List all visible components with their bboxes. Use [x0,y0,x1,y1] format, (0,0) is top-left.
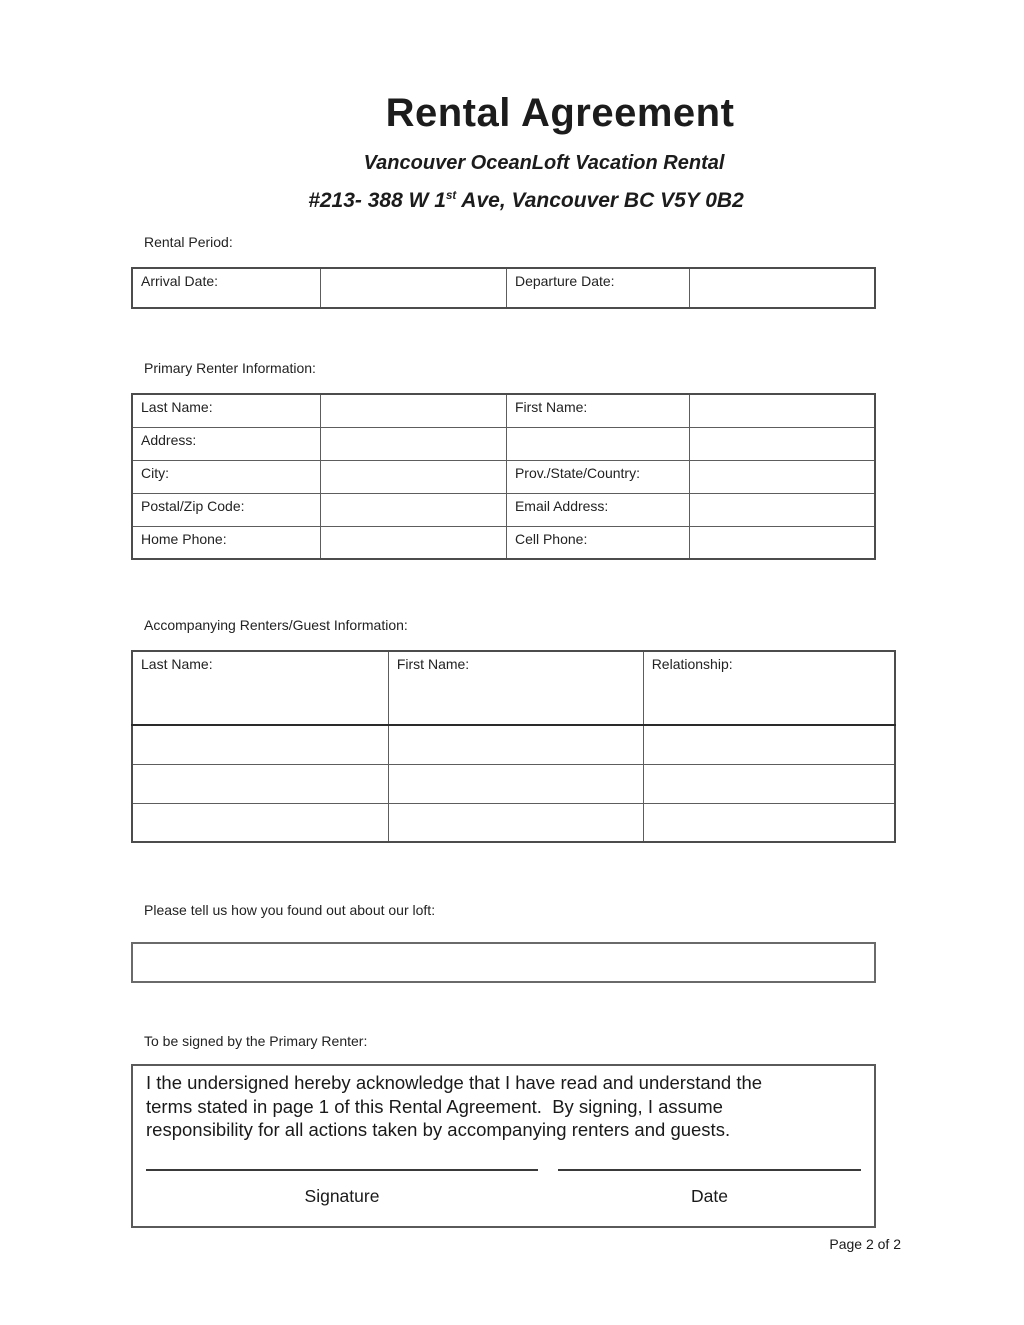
email-label: Email Address: [514,497,609,514]
prov-state-country-label: Prov./State/Country: [514,464,640,481]
departure-date-label-cell [506,268,690,308]
departure-date-label: Departure Date: [514,273,615,289]
guests-section-label: Accompanying Renters/Guest Information: [144,617,408,633]
guests-table [131,650,896,843]
guest-last-name-header-cell[interactable] [132,651,388,725]
address-prefix: #213- 388 W 1 [308,189,446,212]
first-name-label: First Name: [514,399,588,415]
page-title: Rental Agreement [385,91,735,135]
rental-period-row [132,268,875,308]
signature-label: Signature [304,1185,380,1206]
signature-box [131,1064,876,1228]
signature-label-gap [538,1186,558,1207]
address-ordinal-superscript: st [445,190,457,202]
address-suffix: Ave, Vancouver BC V5Y 0B2 [456,189,744,212]
city-label: City: [141,464,169,481]
guest-last-name-input-cell[interactable] [132,764,388,803]
table-row [132,427,875,460]
guest-relationship-input-cell[interactable] [643,764,895,803]
acknowledgement-line: terms stated in page 1 of this Rental Agreement. By signing, I assume [146,1095,723,1117]
table-row [132,394,875,427]
acknowledgement-line: I the undersigned hereby acknowledge that I have read and understand the [146,1072,763,1093]
guest-relationship-input-cell[interactable] [643,803,895,842]
city-input-cell[interactable] [321,460,507,493]
guest-first-name-header: First Name: [396,656,470,672]
last-name-input-cell[interactable] [321,394,507,427]
address-input-cell[interactable] [321,427,507,460]
prov-state-country-label-cell [506,460,690,493]
signature-line-gap [538,1167,558,1171]
signature-lines-row [146,1167,861,1171]
cell-phone-input-cell[interactable] [690,526,875,559]
guest-relationship-input-cell[interactable] [643,725,895,764]
page-number: Page 2 of 2 [829,1236,901,1252]
guest-last-name-input-cell[interactable] [132,725,388,764]
guest-row [132,725,895,764]
property-address [28,189,1024,213]
primary-renter-section-label: Primary Renter Information: [144,360,316,376]
last-name-label-cell [132,394,321,427]
primary-renter-table [131,393,876,560]
guests-header-row [132,651,895,725]
guest-first-name-input-cell[interactable] [388,803,643,842]
referral-prompt: Please tell us how you found out about our loft: [144,902,436,918]
cell-phone-label-cell [506,526,690,559]
email-input-cell[interactable] [690,493,875,526]
guest-last-name-input-cell[interactable] [132,803,388,842]
cell-phone-label: Cell Phone: [514,530,588,547]
city-label-cell [132,460,321,493]
address-input-cell-2[interactable] [506,427,690,460]
rental-period-section-label: Rental Period: [144,234,233,250]
home-phone-label-cell [132,526,321,559]
table-row [132,526,875,559]
guest-row [132,764,895,803]
referral-input-box[interactable] [131,942,876,983]
postal-zip-input-cell[interactable] [321,493,507,526]
prov-state-country-input-cell[interactable] [690,460,875,493]
guest-first-name-input-cell[interactable] [388,764,643,803]
home-phone-label: Home Phone: [141,530,227,547]
signature-labels-row [146,1186,861,1207]
date-label: Date [691,1185,728,1206]
page-subtitle: Vancouver OceanLoft Vacation Rental [363,152,725,174]
date-line[interactable] [558,1167,861,1171]
signature-line[interactable] [146,1167,538,1171]
last-name-label: Last Name: [141,399,213,415]
table-row [132,460,875,493]
arrival-date-label-cell [132,268,321,308]
rental-period-table [131,267,876,309]
signature-section-label: To be signed by the Primary Renter: [144,1033,368,1049]
home-phone-input-cell[interactable] [321,526,507,559]
postal-zip-label: Postal/Zip Code: [141,497,245,514]
first-name-label-cell [506,394,690,427]
guest-first-name-input-cell[interactable] [388,725,643,764]
first-name-input-cell[interactable] [690,394,875,427]
departure-date-input-cell[interactable] [690,268,875,308]
email-label-cell [506,493,690,526]
guest-relationship-header: Relationship: [651,656,733,672]
arrival-date-input-cell[interactable] [321,268,507,308]
address-label: Address: [141,431,197,448]
table-row [132,493,875,526]
postal-zip-label-cell [132,493,321,526]
acknowledgement-line: responsibility for all actions taken by accompanying renters and guests. [146,1119,731,1140]
guest-last-name-header: Last Name: [141,656,213,672]
guest-row [132,803,895,842]
address-input-cell-3[interactable] [690,427,875,460]
address-label-cell [132,427,321,460]
guest-first-name-header-cell[interactable] [388,651,643,725]
arrival-date-label: Arrival Date: [141,273,219,289]
guest-relationship-header-cell[interactable] [643,651,895,725]
